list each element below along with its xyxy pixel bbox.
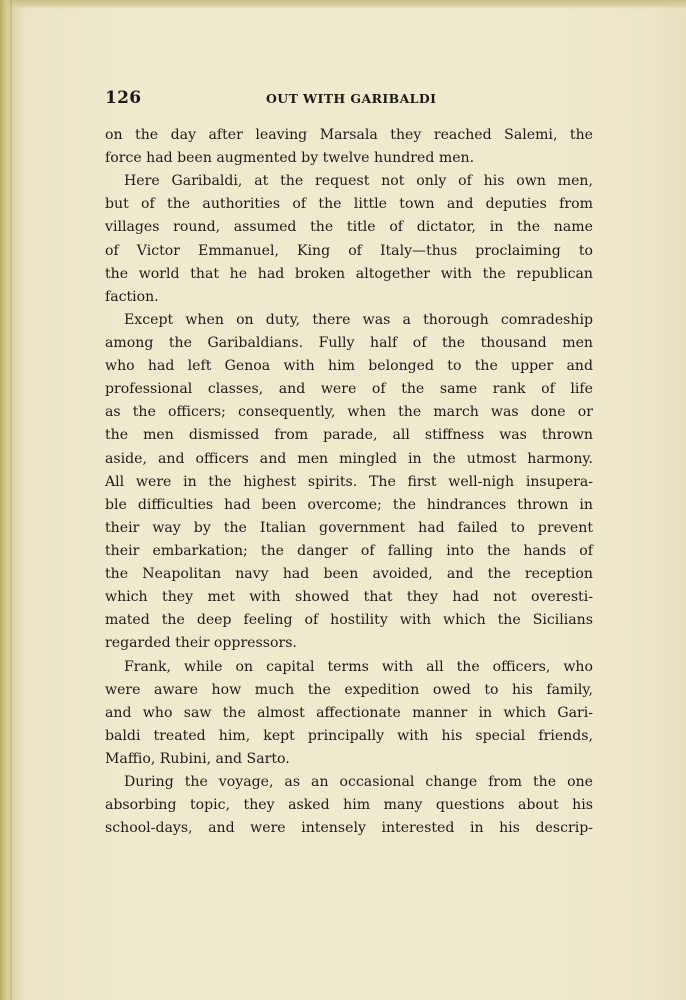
body-text bbox=[105, 124, 593, 840]
text-line: their way by the Italian government had failed to prevent bbox=[105, 519, 593, 536]
text-line: professional classes, and were of the same rank of life bbox=[105, 381, 593, 398]
text-line: Frank, while on capital terms with all the officers, who bbox=[124, 658, 593, 675]
text-line: but of the authorities of the little town and deputies from bbox=[105, 196, 593, 213]
text-line: as the officers; consequently, when the march was done or bbox=[105, 404, 593, 421]
text-line: baldi treated him, kept principally with his special friends, bbox=[105, 727, 593, 744]
text-line: absorbing topic, they asked him many questions about his bbox=[105, 797, 593, 814]
text-line: aside, and officers and men mingled in the utmost harmony. bbox=[105, 450, 593, 467]
text-line: Maffio, Rubini, and Sarto. bbox=[105, 750, 290, 767]
page-binding-edge bbox=[0, 0, 9, 1000]
text-line: who had left Genoa with him belonged to the upper and bbox=[105, 358, 593, 375]
text-line: ble difficulties had been overcome; the hindrances thrown in bbox=[105, 496, 593, 513]
text-line: the men dismissed from parade, all stiffness was thrown bbox=[105, 427, 593, 444]
text-line: force had been augmented by twelve hundred men. bbox=[105, 150, 475, 167]
text-line: Except when on duty, there was a thorough comradeship bbox=[124, 311, 593, 328]
page-header bbox=[105, 88, 595, 112]
text-line: the world that he had broken altogether with the republican bbox=[105, 265, 593, 282]
text-line: regarded their oppressors. bbox=[105, 635, 297, 652]
page-binding-line bbox=[10, 0, 12, 1000]
text-line: the Neapolitan navy had been avoided, and the reception bbox=[105, 566, 593, 583]
text-line: were aware how much the expedition owed to his family, bbox=[105, 681, 593, 698]
page-top-edge bbox=[0, 0, 686, 9]
text-line: which they met with showed that they had not overesti- bbox=[105, 589, 593, 606]
text-line: and who saw the almost affectionate manner in which Gari- bbox=[105, 704, 593, 721]
text-line: school-days, and were intensely interested in his descrip- bbox=[105, 820, 593, 837]
text-line: villages round, assumed the title of dictator, in the name bbox=[105, 219, 593, 236]
text-line: their embarkation; the danger of falling into the hands of bbox=[105, 542, 593, 559]
text-line: All were in the highest spirits. The first well-nigh insupera- bbox=[105, 473, 593, 490]
text-line: on the day after leaving Marsala they reached Salemi, the bbox=[105, 127, 593, 143]
page-number: 126 bbox=[105, 88, 142, 108]
running-head: OUT WITH GARIBALDI bbox=[266, 91, 437, 106]
text-line: During the voyage, as an occasional change from the one bbox=[124, 774, 593, 791]
text-line: Here Garibaldi, at the request not only of his own men, bbox=[124, 173, 593, 190]
text-line: faction. bbox=[105, 288, 159, 305]
text-line: mated the deep feeling of hostility with which the Sicilians bbox=[105, 612, 593, 629]
text-line: among the Garibaldians. Fully half of the thousand men bbox=[105, 334, 593, 351]
text-line: of Victor Emmanuel, King of Italy—thus proclaiming to bbox=[105, 242, 593, 259]
